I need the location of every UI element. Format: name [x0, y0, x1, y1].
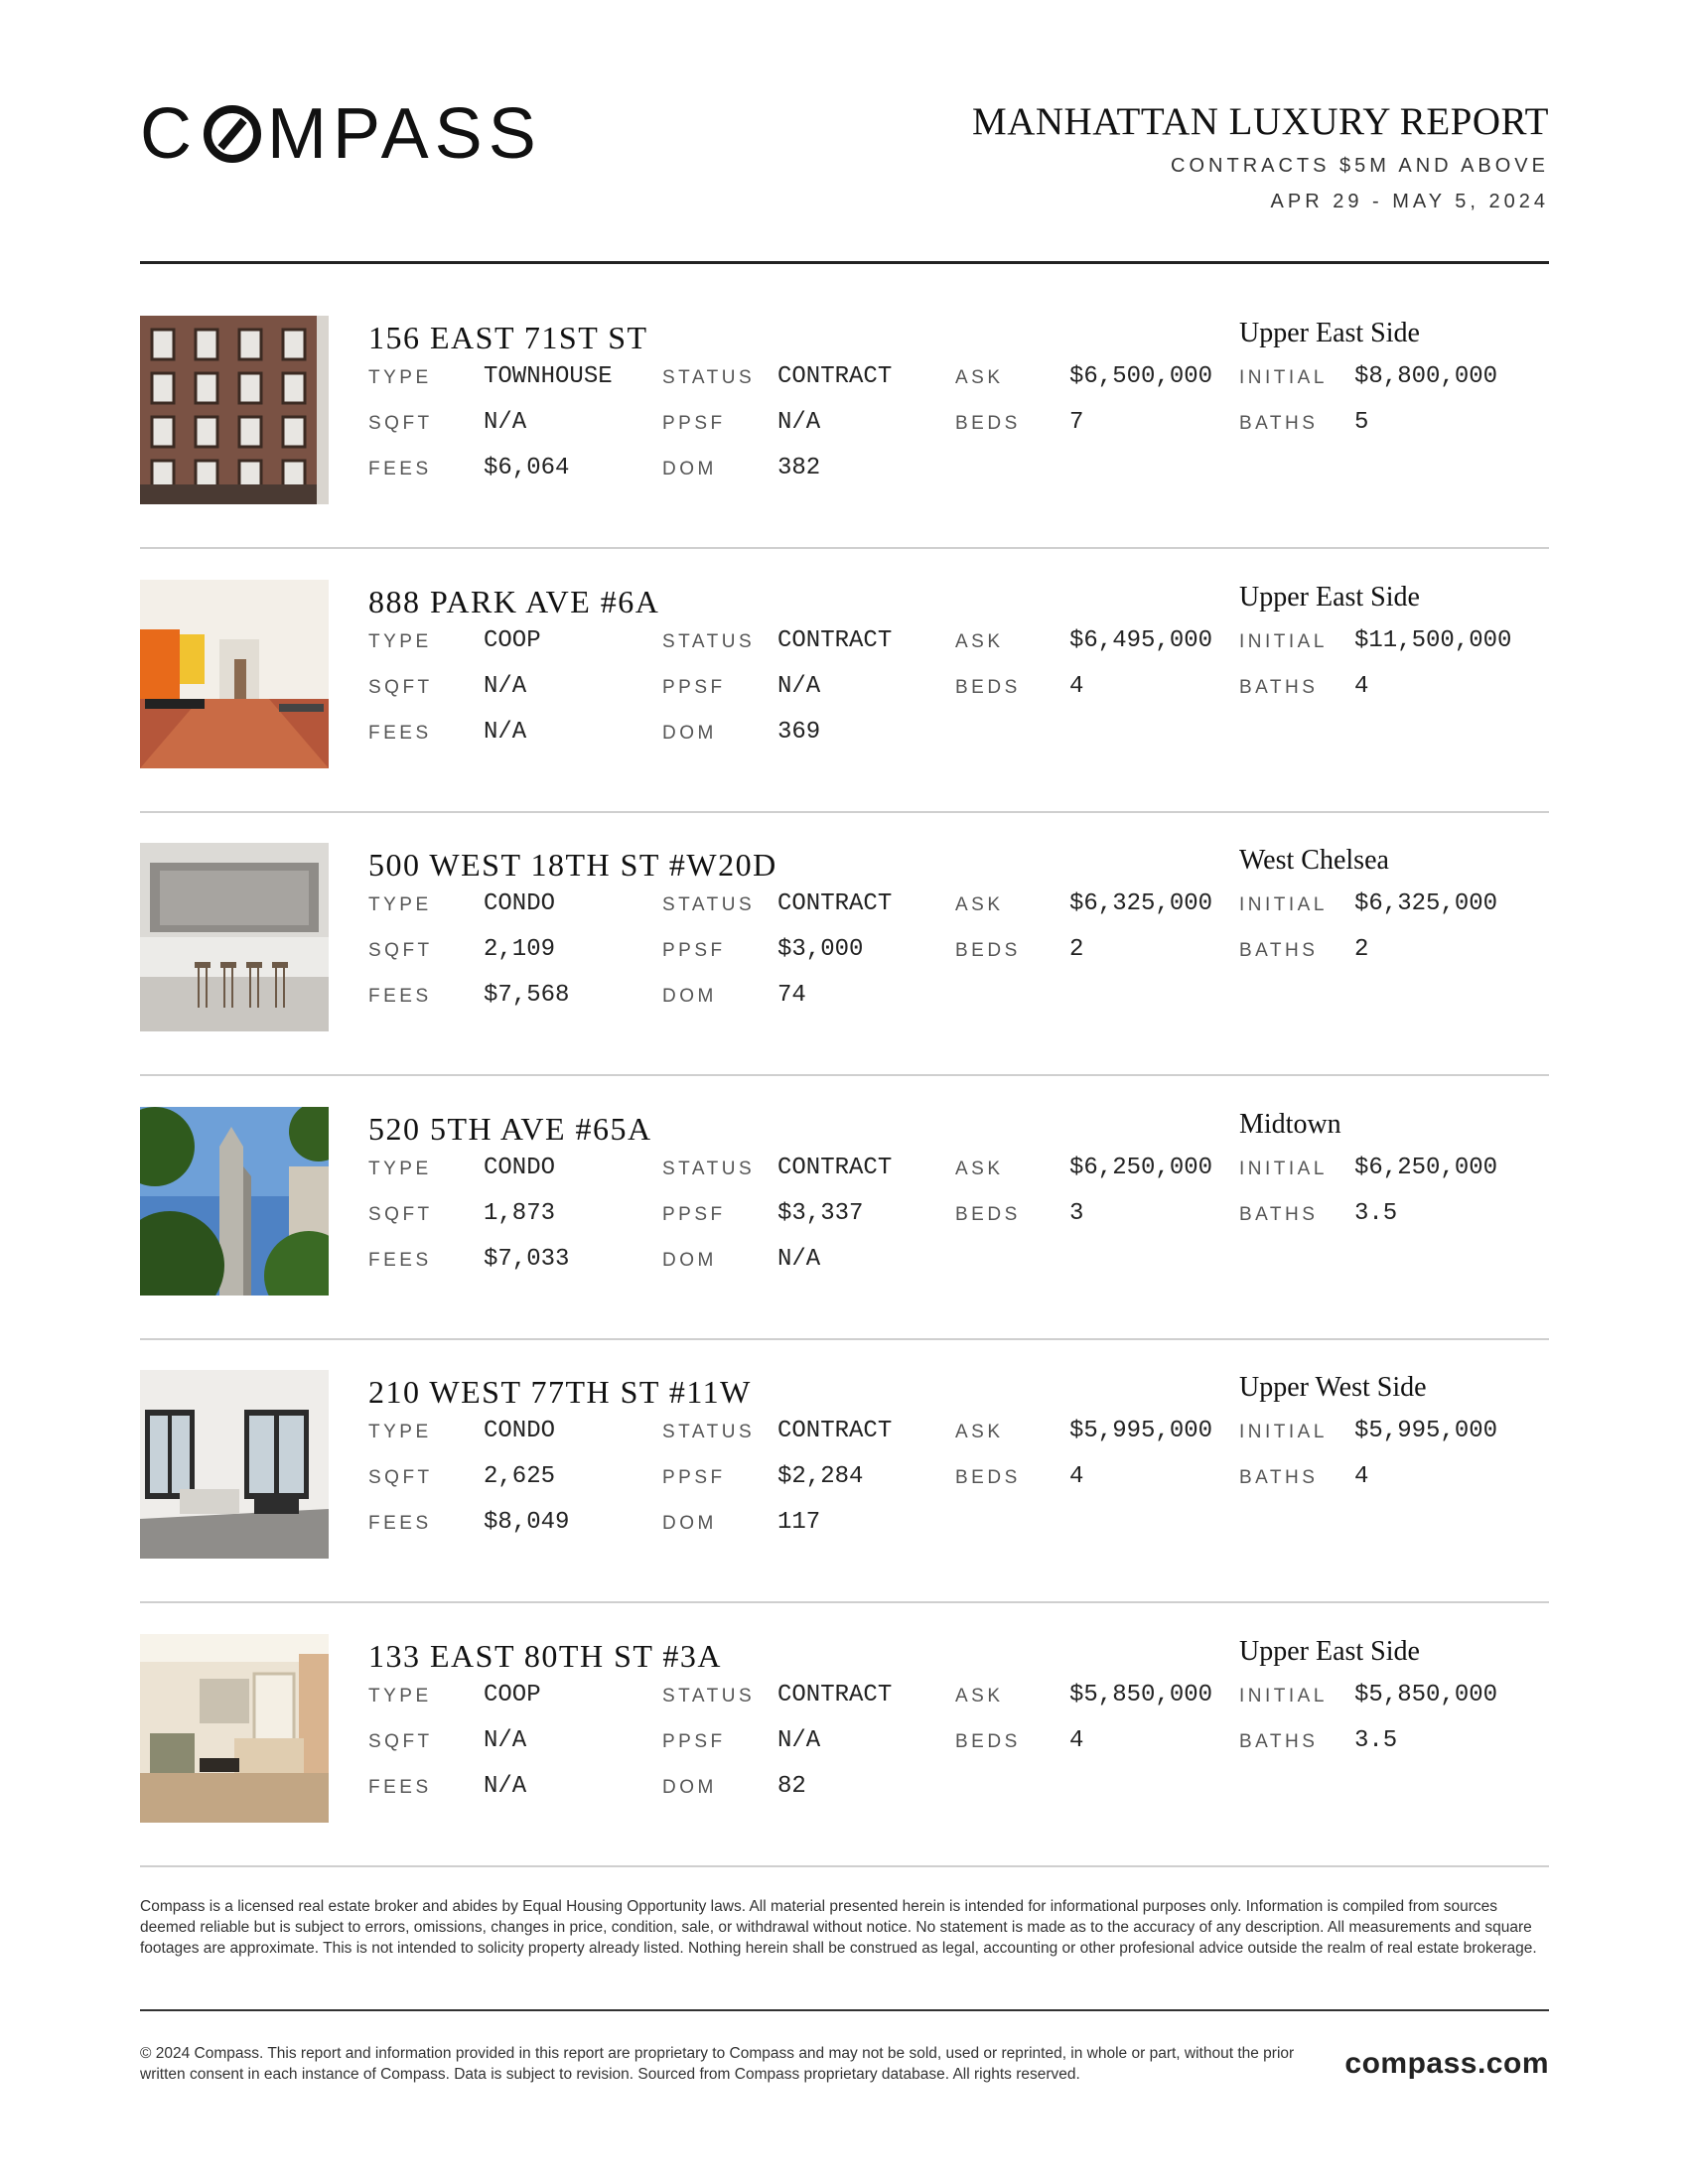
listing-row[interactable]	[140, 580, 1549, 843]
status-label: STATUS	[662, 1685, 756, 1706]
sqft-value: N/A	[484, 1726, 527, 1754]
baths-value: 3.5	[1354, 1199, 1398, 1227]
listing-neighborhood: Upper East Side	[1239, 581, 1420, 613]
ask-label: ASK	[955, 894, 1004, 915]
beds-value: 4	[1069, 1463, 1084, 1490]
baths-value: 3.5	[1354, 1726, 1398, 1754]
ask-label: ASK	[955, 1685, 1004, 1706]
ppsf-label: PPSF	[662, 1203, 726, 1225]
sqft-label: SQFT	[368, 676, 433, 698]
initial-label: INITIAL	[1239, 894, 1328, 915]
dom-value: 117	[777, 1509, 821, 1536]
fees-value: $6,064	[484, 455, 570, 481]
ask-value: $6,250,000	[1069, 1154, 1213, 1181]
beds-label: BEDS	[955, 676, 1021, 698]
status-value: CONTRACT	[777, 626, 893, 654]
dom-value: N/A	[777, 1245, 821, 1273]
type-label: TYPE	[368, 1158, 432, 1179]
initial-label: INITIAL	[1239, 1422, 1328, 1442]
initial-value: $6,250,000	[1354, 1154, 1498, 1181]
report-date-range: APR 29 - MAY 5, 2024	[1270, 191, 1549, 212]
listing-address[interactable]: 888 PARK AVE #6A	[368, 583, 660, 619]
fees-value: N/A	[484, 718, 527, 746]
ask-value: $5,995,000	[1069, 1418, 1213, 1444]
type-label: TYPE	[368, 894, 432, 915]
beds-label: BEDS	[955, 1203, 1021, 1225]
dom-label: DOM	[662, 986, 717, 1007]
report-subtitle: CONTRACTS $5M AND ABOVE	[1171, 155, 1549, 177]
logo-prefix: C	[140, 94, 198, 174]
listing-divider	[140, 1865, 1549, 1867]
status-value: CONTRACT	[777, 1418, 893, 1444]
header-divider	[140, 261, 1549, 264]
disclaimer-text: Compass is a licensed real estate broker and abides by Equal Housing Opportunity laws. All material presented herein is intended for informational purposes only. Information is compiled from sources deemed reliable but is subject to errors, omissions, changes in price, condition, sale, or withdrawal without notice. No statement is made as to the accuracy of any description. All measurements and square footages are approximate. This is not intended to solicity property already listed. Nothing herein shall be construed as legal, accounting or other profesional advice outside the realm of real estate brokerage.	[140, 1898, 1537, 1957]
listing-divider	[140, 1074, 1549, 1076]
copyright-text: © 2024 Compass. This report and information provided in this report are proprietary to Compass and may not be sold, used or reprinted, in whole or part, without the prior written consent in each instance of Compass. Data is subject to revision. Sourced from Compass proprietary database. All rights reserved.	[140, 2045, 1295, 2083]
fees-value: $7,568	[484, 982, 570, 1009]
status-label: STATUS	[662, 1422, 756, 1442]
beds-label: BEDS	[955, 1467, 1021, 1488]
beds-value: 4	[1069, 1726, 1084, 1754]
listing-address[interactable]: 210 WEST 77TH ST #11W	[368, 1374, 752, 1410]
listing-neighborhood: Upper West Side	[1239, 1372, 1427, 1403]
ppsf-label: PPSF	[662, 1730, 726, 1752]
baths-label: BATHS	[1239, 940, 1319, 961]
status-value: CONTRACT	[777, 890, 893, 917]
fees-label: FEES	[368, 1249, 432, 1271]
listing-address[interactable]: 133 EAST 80TH ST #3A	[368, 1637, 722, 1674]
dom-value: 82	[777, 1772, 806, 1800]
sqft-value: 1,873	[484, 1199, 556, 1227]
baths-value: 4	[1354, 1463, 1369, 1490]
ask-label: ASK	[955, 367, 1004, 388]
ask-label: ASK	[955, 1158, 1004, 1179]
status-label: STATUS	[662, 894, 756, 915]
listing-row[interactable]	[140, 1634, 1549, 1897]
sqft-value: 2,109	[484, 936, 556, 963]
ppsf-value: $3,337	[777, 1199, 864, 1227]
baths-value: 5	[1354, 409, 1369, 436]
sqft-value: N/A	[484, 409, 527, 436]
fees-label: FEES	[368, 986, 432, 1007]
initial-value: $8,800,000	[1354, 363, 1498, 390]
report-header	[140, 91, 1549, 220]
sqft-value: 2,625	[484, 1463, 556, 1490]
initial-label: INITIAL	[1239, 1685, 1328, 1706]
beds-value: 2	[1069, 936, 1084, 963]
ask-value: $6,325,000	[1069, 890, 1213, 917]
sqft-label: SQFT	[368, 940, 433, 961]
ppsf-value: $3,000	[777, 936, 864, 963]
listing-neighborhood: Upper East Side	[1239, 318, 1420, 348]
listing-address[interactable]: 500 WEST 18TH ST #W20D	[368, 847, 777, 883]
beds-value: 7	[1069, 409, 1084, 436]
listing-address[interactable]: 520 5TH AVE #65A	[368, 1110, 652, 1147]
ppsf-value: N/A	[777, 672, 821, 700]
listing-divider	[140, 1338, 1549, 1340]
ppsf-label: PPSF	[662, 940, 726, 961]
baths-label: BATHS	[1239, 413, 1319, 434]
initial-label: INITIAL	[1239, 367, 1328, 388]
ppsf-label: PPSF	[662, 1467, 726, 1488]
baths-label: BATHS	[1239, 1203, 1319, 1225]
dom-value: 382	[777, 455, 821, 481]
ask-value: $6,495,000	[1069, 626, 1213, 654]
listing-address[interactable]: 156 EAST 71ST ST	[368, 320, 648, 355]
modern-kitchen-photo[interactable]	[140, 843, 329, 1031]
beds-value: 4	[1069, 672, 1084, 700]
beds-label: BEDS	[955, 1730, 1021, 1752]
fees-value: $7,033	[484, 1245, 570, 1273]
ask-label: ASK	[955, 1422, 1004, 1442]
dom-value: 369	[777, 718, 821, 746]
ppsf-value: N/A	[777, 1726, 821, 1754]
fees-label: FEES	[368, 459, 432, 479]
ppsf-value: N/A	[777, 409, 821, 436]
website-link[interactable]: compass.com	[1344, 2047, 1549, 2080]
type-value: CONDO	[484, 1154, 556, 1181]
listing-divider	[140, 547, 1549, 549]
baths-label: BATHS	[1239, 1467, 1319, 1488]
baths-label: BATHS	[1239, 676, 1319, 698]
listing-row[interactable]	[140, 316, 1549, 579]
logo-suffix: MPASS	[267, 94, 542, 174]
beds-value: 3	[1069, 1199, 1084, 1227]
footer-divider	[140, 2009, 1549, 2011]
type-label: TYPE	[368, 1685, 432, 1706]
listing-row[interactable]	[140, 1107, 1549, 1370]
type-label: TYPE	[368, 630, 432, 652]
ppsf-label: PPSF	[662, 413, 726, 434]
beds-label: BEDS	[955, 413, 1021, 434]
dom-label: DOM	[662, 1776, 717, 1798]
beds-label: BEDS	[955, 940, 1021, 961]
fees-value: N/A	[484, 1772, 527, 1800]
sqft-label: SQFT	[368, 1730, 433, 1752]
type-value: CONDO	[484, 1418, 556, 1444]
fees-value: $8,049	[484, 1509, 570, 1536]
fees-label: FEES	[368, 1776, 432, 1798]
type-label: TYPE	[368, 1422, 432, 1442]
status-label: STATUS	[662, 1158, 756, 1179]
dom-label: DOM	[662, 722, 717, 744]
fees-label: FEES	[368, 1513, 432, 1534]
status-label: STATUS	[662, 367, 756, 388]
ask-value: $5,850,000	[1069, 1681, 1213, 1708]
gallery-hallway-photo[interactable]	[140, 580, 329, 768]
type-value: COOP	[484, 626, 541, 654]
initial-value: $11,500,000	[1354, 626, 1512, 654]
baths-value: 2	[1354, 936, 1369, 963]
compass-logo[interactable]	[140, 94, 542, 174]
status-label: STATUS	[662, 630, 756, 652]
status-value: CONTRACT	[777, 363, 893, 390]
status-value: CONTRACT	[777, 1681, 893, 1708]
dom-label: DOM	[662, 459, 717, 479]
classic-living-room-photo[interactable]	[140, 1634, 329, 1823]
sqft-label: SQFT	[368, 413, 433, 434]
dom-label: DOM	[662, 1249, 717, 1271]
living-room-photo[interactable]	[140, 1370, 329, 1559]
baths-value: 4	[1354, 672, 1369, 700]
initial-value: $6,325,000	[1354, 890, 1498, 917]
townhouse-facade-photo[interactable]	[140, 316, 329, 504]
listing-row[interactable]	[140, 1370, 1549, 1633]
ask-value: $6,500,000	[1069, 363, 1213, 390]
initial-value: $5,995,000	[1354, 1418, 1498, 1444]
ppsf-value: $2,284	[777, 1463, 864, 1490]
ask-label: ASK	[955, 630, 1004, 652]
type-value: TOWNHOUSE	[484, 363, 613, 390]
report-title: MANHATTAN LUXURY REPORT	[972, 100, 1549, 143]
dom-value: 74	[777, 982, 806, 1009]
sqft-label: SQFT	[368, 1467, 433, 1488]
sqft-value: N/A	[484, 672, 527, 700]
type-value: COOP	[484, 1681, 541, 1708]
compass-o-icon	[204, 105, 261, 163]
baths-label: BATHS	[1239, 1730, 1319, 1752]
ppsf-label: PPSF	[662, 676, 726, 698]
listing-neighborhood: West Chelsea	[1239, 845, 1389, 876]
listing-divider	[140, 1601, 1549, 1603]
listing-neighborhood: Midtown	[1239, 1108, 1341, 1140]
fees-label: FEES	[368, 722, 432, 744]
initial-value: $5,850,000	[1354, 1681, 1498, 1708]
dom-label: DOM	[662, 1513, 717, 1534]
initial-label: INITIAL	[1239, 1158, 1328, 1179]
skyscraper-photo[interactable]	[140, 1107, 329, 1296]
listing-neighborhood: Upper East Side	[1239, 1635, 1420, 1667]
type-label: TYPE	[368, 367, 432, 388]
listing-divider	[140, 811, 1549, 813]
sqft-label: SQFT	[368, 1203, 433, 1225]
type-value: CONDO	[484, 890, 556, 917]
listing-row[interactable]	[140, 843, 1549, 1106]
initial-label: INITIAL	[1239, 630, 1328, 652]
status-value: CONTRACT	[777, 1154, 893, 1181]
